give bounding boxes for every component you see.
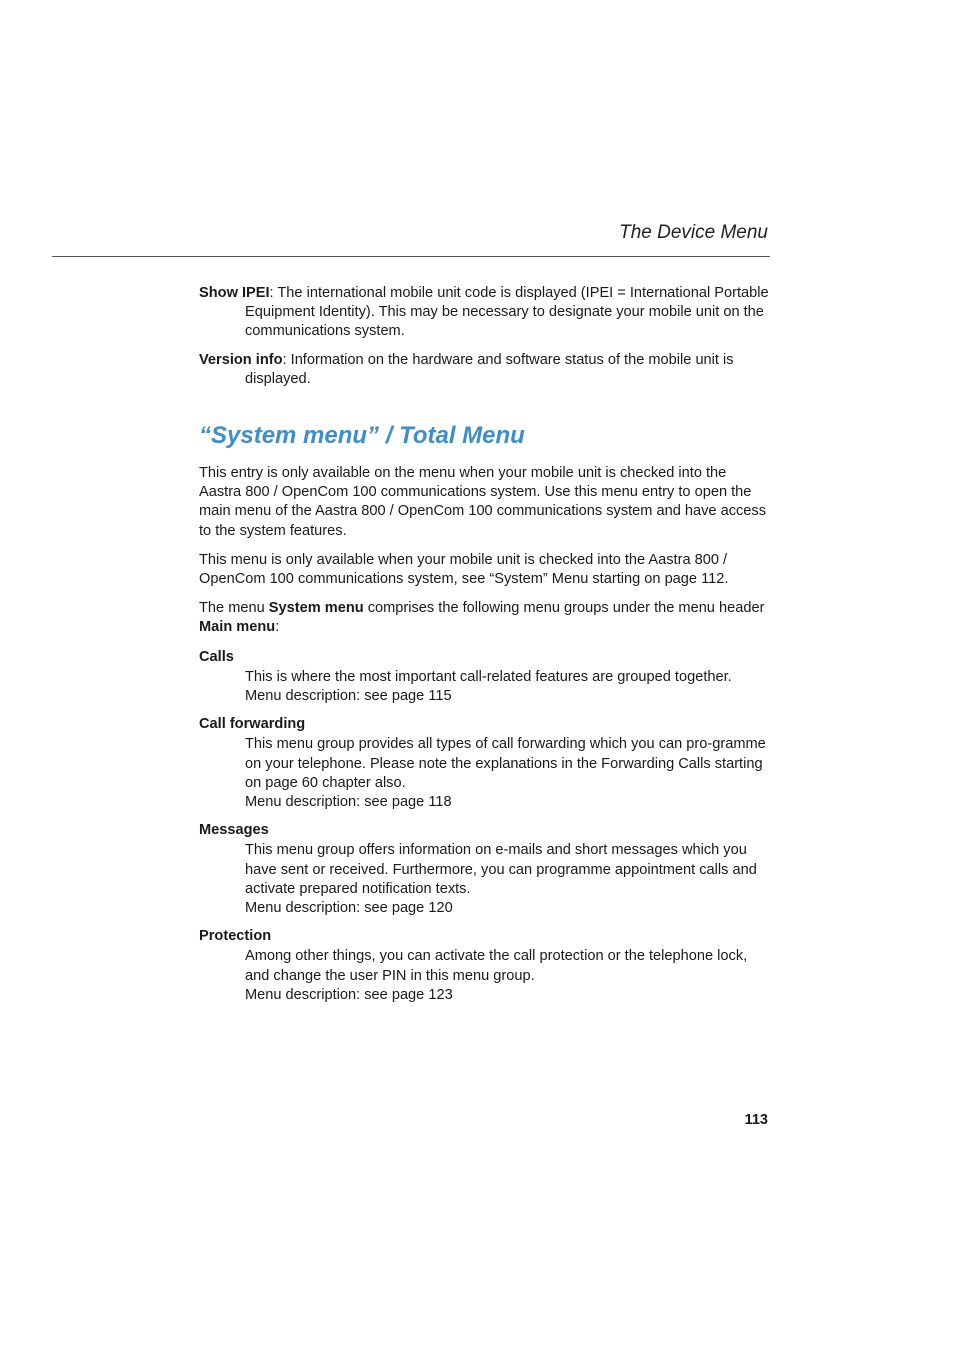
menu-group-line: This menu group provides all types of call forwarding which you can pro-gramme on your telephone. Please note the explanations in the Forwarding Calls starting on page 60 chapter also.	[245, 736, 766, 791]
section-intro	[199, 599, 771, 637]
menu-group-body	[199, 668, 771, 706]
menu-group-messages	[199, 821, 771, 918]
intro-bold-system-menu: System menu	[268, 600, 364, 617]
menu-group-line: Menu description: see page 115	[245, 688, 452, 705]
menu-group-line: Menu description: see page 120	[245, 900, 453, 917]
menu-group-line: Menu description: see page 123	[245, 986, 453, 1003]
header-divider	[52, 256, 770, 257]
definition-version-info	[199, 351, 771, 389]
menu-group-body	[199, 947, 771, 1005]
page-number: 113	[744, 1112, 768, 1128]
definition-text: : The international mobile unit code is displayed (IPEI = International Portable Equipment Identity). This may be necessary to designate your mobile unit on the communications system.	[245, 285, 769, 340]
definition-show-ipei	[199, 284, 771, 342]
menu-group-body	[199, 735, 771, 812]
menu-group-title: Calls	[199, 648, 234, 665]
menu-group-line: Menu description: see page 118	[245, 794, 452, 811]
definition-term: Show IPEI	[199, 285, 270, 301]
page-content	[199, 284, 771, 1014]
section-paragraph-1: This entry is only available on the menu when your mobile unit is checked into the Aastra 800 / OpenCom 100 communications system. Use this menu entry to open the main menu of the Aastra 800 / OpenCom 100 communications system and have access to the system features.	[199, 465, 767, 539]
menu-group-title: Messages	[199, 822, 269, 839]
intro-text: comprises the following menu groups under the menu header	[363, 600, 765, 617]
menu-group-title: Call forwarding	[199, 716, 306, 733]
menu-group-protection	[199, 927, 771, 1005]
menu-group-calls	[199, 648, 771, 707]
definition-text: : Information on the hardware and software status of the mobile unit is displayed.	[245, 351, 734, 387]
menu-group-line: This is where the most important call-related features are grouped together.	[245, 668, 732, 685]
intro-text: The menu	[199, 600, 269, 617]
intro-text: :	[275, 619, 280, 636]
menu-group-line: Among other things, you can activate the call protection or the telephone lock, and change the user PIN in this menu group.	[245, 948, 748, 984]
definition-term: Version info	[199, 351, 283, 368]
intro-bold-main-menu: Main menu	[199, 619, 276, 636]
section-heading: “System menu” / Total Menu	[199, 422, 525, 450]
menu-group-line: This menu group offers information on e-mails and short messages which you have sent or received. Furthermore, you can programme appointment calls and activate prepared notification texts.	[245, 842, 757, 897]
menu-group-call-forwarding	[199, 715, 771, 812]
menu-group-body	[199, 841, 771, 918]
menu-group-title: Protection	[199, 928, 272, 945]
section-paragraph-2: This menu is only available when your mobile unit is checked into the Aastra 800 / OpenCom 100 communications system, see “System” Menu starting on page 112.	[199, 551, 729, 588]
running-header-title: The Device Menu	[619, 222, 768, 243]
